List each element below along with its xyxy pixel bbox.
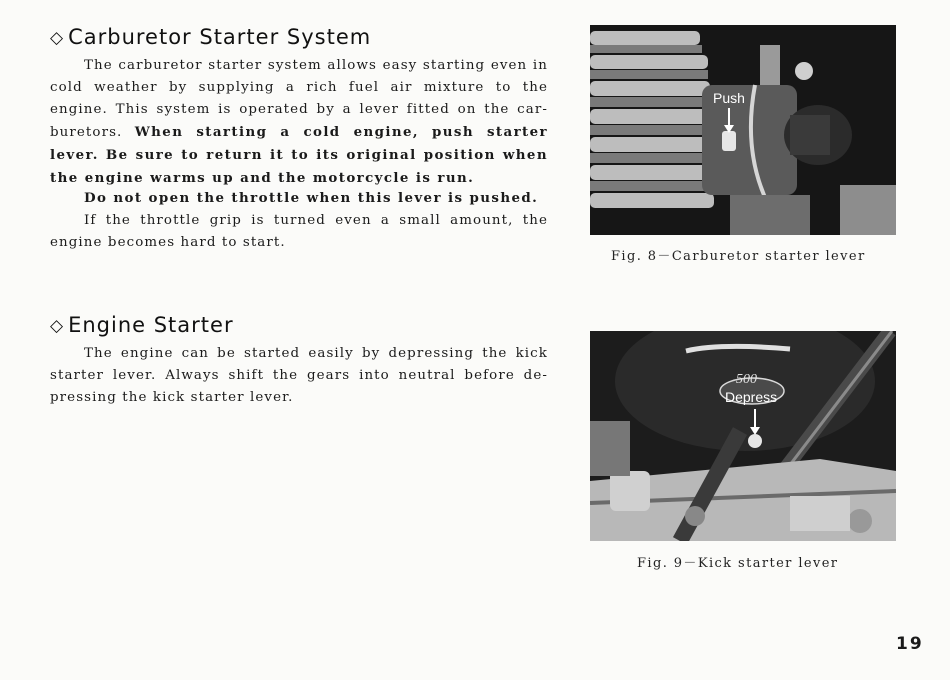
push-label: Push: [713, 90, 745, 106]
page-number: 19: [896, 634, 924, 654]
paragraph-text: The carburetor starter system allows easy starting even in cold weather by supplying a rich fuel air mixture to the engine. This system is operated by a lever fitted on the car-buretors.: [50, 58, 548, 140]
carburetor-paragraph-3: [50, 210, 548, 254]
section-heading-engine-starter: [50, 313, 234, 337]
engine-badge: 500: [736, 372, 757, 387]
section-title: Engine Starter: [68, 313, 234, 337]
paragraph-bold-text: When starting a cold engine, push starter lever. Be sure to return it to its original position when the engine warms up and the motorcycle is run.: [50, 124, 548, 186]
section-title: Carburetor Starter System: [68, 25, 372, 49]
paragraph-text: If the throttle grip is turned even a small amount, the engine becomes hard to start.: [50, 213, 548, 250]
paragraph-text: The engine can be started easily by depressing the kick starter lever. Always shift the gears into neutral before de-pressing the kick starter lever.: [50, 346, 548, 405]
figure-9-caption: Fig. 9－Kick starter lever: [637, 556, 839, 571]
carburetor-paragraph-1: [50, 55, 548, 190]
warning-text: Do not open the throttle when this lever is pushed.: [84, 190, 539, 206]
depress-label: Depress: [725, 389, 778, 405]
diamond-bullet-icon: ◇: [50, 28, 65, 48]
diamond-bullet-icon: ◇: [50, 316, 65, 336]
engine-starter-paragraph: [50, 343, 548, 409]
figure-9-photo: [590, 331, 896, 541]
figure-8-caption: Fig. 8－Carburetor starter lever: [611, 249, 866, 264]
figure-8-photo: [590, 25, 896, 235]
section-heading-carburetor: [50, 25, 371, 49]
carburetor-warning: [50, 187, 548, 210]
